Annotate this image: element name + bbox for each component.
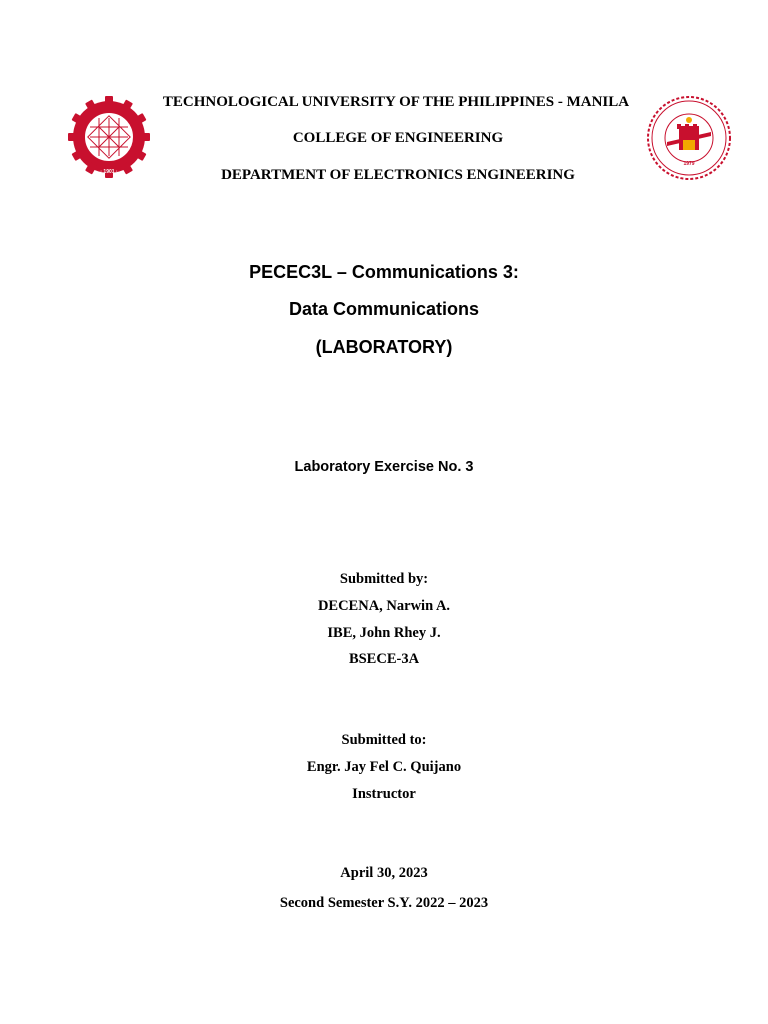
student-name-1: DECENA, Narwin A. bbox=[317, 598, 451, 614]
department-name: DEPARTMENT OF ELECTRONICS ENGINEERING bbox=[221, 167, 575, 183]
submitted-to-label: Submitted to: bbox=[341, 732, 427, 748]
university-name: TECHNOLOGICAL UNIVERSITY OF THE PHILIPPINES - MANILA bbox=[162, 94, 630, 110]
instructor-name: Engr. Jay Fel C. Quijano bbox=[306, 759, 462, 775]
svg-text:· 1901 ·: · 1901 · bbox=[100, 169, 118, 175]
course-title-line3: (LABORATORY) bbox=[315, 337, 453, 357]
course-title-line1: PECEC3L – Communications 3: bbox=[249, 262, 519, 282]
exercise-title: Laboratory Exercise No. 3 bbox=[294, 459, 474, 475]
submitted-by-label: Submitted by: bbox=[339, 571, 429, 587]
submission-date: April 30, 2023 bbox=[340, 865, 428, 881]
college-name: COLLEGE OF ENGINEERING bbox=[292, 130, 504, 146]
section: BSECE-3A bbox=[348, 651, 420, 667]
instructor-role: Instructor bbox=[352, 786, 416, 802]
svg-text:1979: 1979 bbox=[683, 161, 695, 167]
student-name-2: IBE, John Rhey J. bbox=[327, 625, 441, 641]
course-title-line2: Data Communications bbox=[288, 299, 480, 319]
semester: Second Semester S.Y. 2022 – 2023 bbox=[279, 895, 489, 911]
